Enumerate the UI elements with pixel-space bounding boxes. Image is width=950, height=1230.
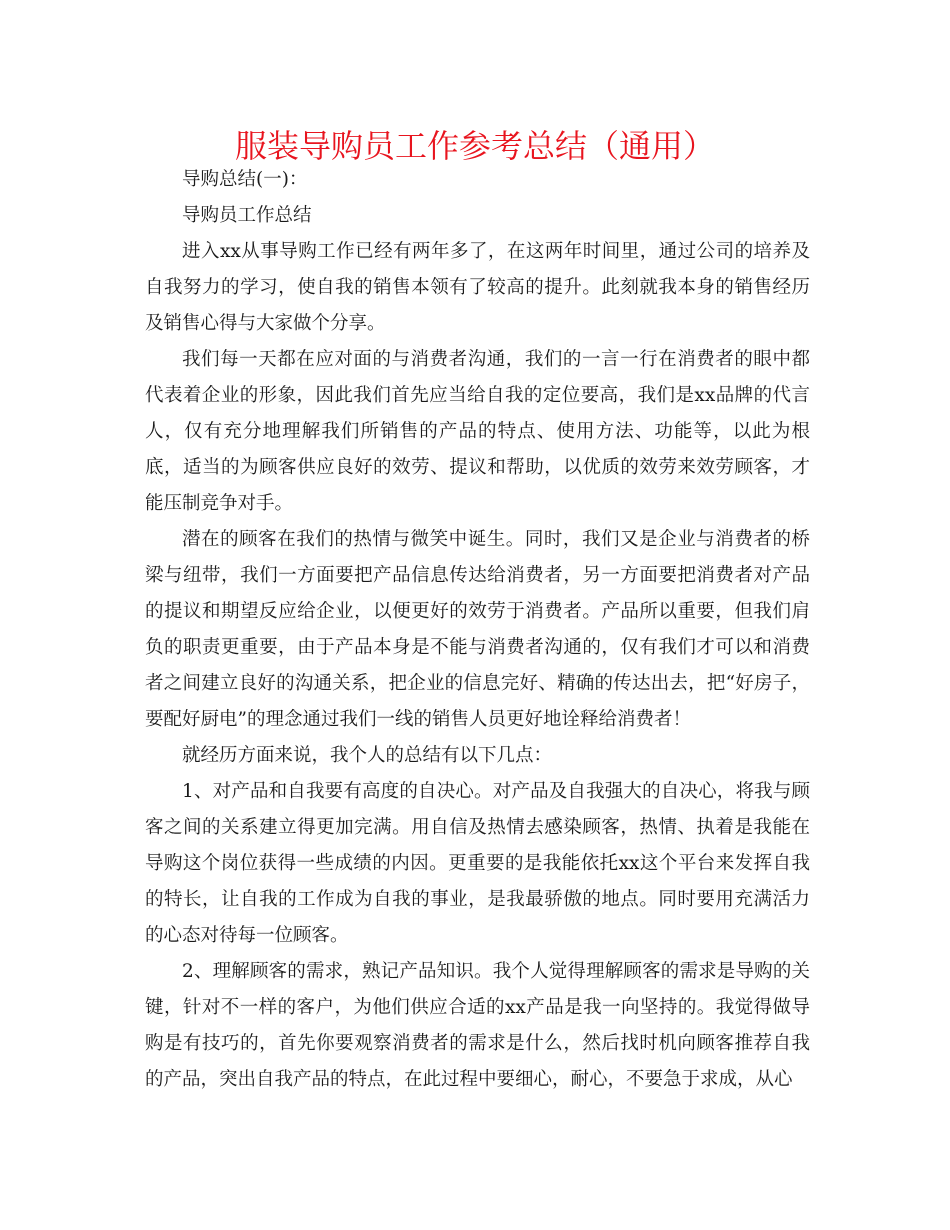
paragraph: 1、对产品和自我要有高度的自决心。对产品及自我强大的自决心，将我与顾客之间的关系建立得更加完满。用自信及热情去感染顾客，热情、执着是我能在导购这个岗位获得一些成绩的内因。更重要的是我能依托xx这个平台来发挥自我的特长，让自我的工作成为自我的事业，是我最骄傲的地点。同时要用充满活力的心态对待每一位顾客。 [145,781,810,946]
paragraph-heading: 导购员工作总结 [182,205,312,226]
paragraph: 潜在的顾客在我们的热情与微笑中诞生。同时，我们又是企业与消费者的桥梁与纽带，我们一方面要把产品信息传达给消费者，另一方面要把消费者对产品的提议和期望反应给企业，以便更好的效劳于消费者。产品所以重要，但我们肩负的职责更重要，由于产品本身是不能与消费者沟通的，仅有我们才可以和消费者之间建立良好的沟通关系，把企业的信息完好、精确的传达出去，把“好房子，要配好厨电”的理念通过我们一线的销售人员更好地诠释给消费者！ [145,529,810,730]
paragraph: 就经历方面来说，我个人的总结有以下几点： [182,745,553,766]
paragraph: 2、理解顾客的需求，熟记产品知识。我个人觉得理解顾客的需求是导购的关键，针对不一样的客户，为他们供应合适的xx产品是我一向坚持的。我觉得做导购是有技巧的，首先你要观察消费者的需求是什么，然后找时机向顾客推荐自我的产品，突出自我产品的特点，在此过程中要细心，耐心，不要急于求成，从心 [145,961,810,1090]
paragraph: 我们每一天都在应对面的与消费者沟通，我们的一言一行在消费者的眼中都代表着企业的形象，因此我们首先应当给自我的定位要高，我们是xx品牌的代言人，仅有充分地理解我们所销售的产品的特点、使用方法、功能等，以此为根底，适当的为顾客供应良好的效劳、提议和帮助，以优质的效劳来效劳顾客，才能压制竞争对手。 [145,349,810,514]
paragraph: 进入xx从事导购工作已经有两年多了，在这两年时间里，通过公司的培养及自我努力的学习，使自我的销售本领有了较高的提升。此刻就我本身的销售经历及销售心得与大家做个分享。 [145,241,810,334]
document-body [145,162,810,1098]
document-title: 服装导购员工作参考总结（通用） [234,127,715,165]
paragraph-subtitle: 导购总结(一)： [182,169,308,190]
